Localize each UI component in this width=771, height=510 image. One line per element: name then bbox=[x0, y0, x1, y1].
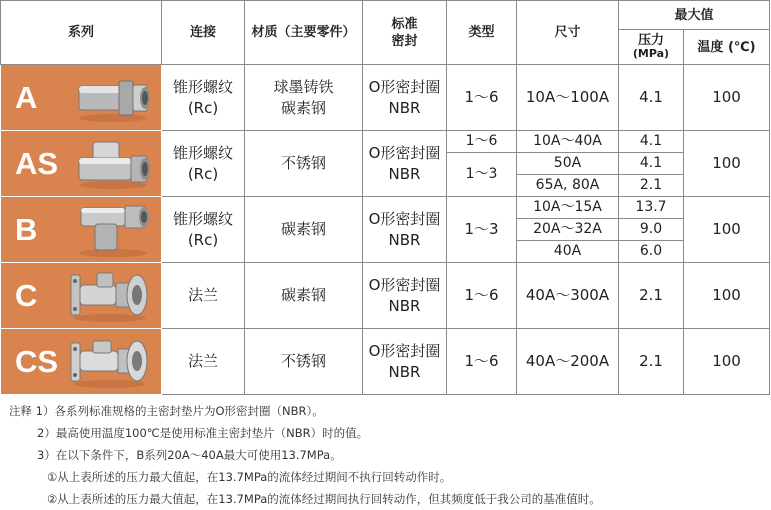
connection-cell: 锥形螺纹 (Rc) bbox=[162, 131, 245, 197]
series-label: C bbox=[15, 277, 38, 313]
table-row bbox=[1, 65, 770, 131]
size-cell: 40A～200A bbox=[517, 329, 619, 395]
size-cell: 10A～100A bbox=[517, 65, 619, 131]
footnote: 注释 1）各系列标准规格的主密封垫片为O形密封圈（NBR）。 bbox=[9, 404, 324, 418]
pressure-cell: 2.1 bbox=[619, 329, 684, 395]
header-size: 尺寸 bbox=[517, 1, 619, 65]
table-row bbox=[1, 329, 770, 395]
material-cell: 球墨铸铁 碳素钢 bbox=[245, 65, 363, 131]
type-cell: 1～6 bbox=[447, 263, 517, 329]
header-series: 系列 bbox=[1, 1, 162, 65]
seal-cell: O形密封圈 NBR bbox=[363, 197, 447, 263]
temperature-cell: 100 bbox=[684, 197, 770, 263]
seal-cell: O形密封圈 NBR bbox=[363, 329, 447, 395]
seal-cell: O形密封圈 NBR bbox=[363, 65, 447, 131]
pressure-cell: 4.1 bbox=[619, 65, 684, 131]
header-material: 材质（主要零件） bbox=[245, 1, 363, 65]
table-row bbox=[1, 197, 770, 219]
series-cell-cs bbox=[1, 329, 162, 395]
pressure-cell: 4.1 bbox=[619, 131, 684, 153]
size-cell: 50A bbox=[517, 153, 619, 175]
series-label: CS bbox=[15, 343, 59, 379]
temperature-cell: 100 bbox=[684, 65, 770, 131]
temperature-cell: 100 bbox=[684, 131, 770, 197]
header-type: 类型 bbox=[447, 1, 517, 65]
type-cell: 1～6 bbox=[447, 329, 517, 395]
footnote: ②从上表所述的压力最大值起，在13.7MPa的流体经过期间执行回转动作，但其频度低于我公司的基准值时。 bbox=[47, 492, 601, 506]
connection-cell: 锥形螺纹 (Rc) bbox=[162, 197, 245, 263]
footnote: ①从上表所述的压力最大值起，在13.7MPa的流体经过期间不执行回转动作时。 bbox=[47, 470, 452, 484]
header-pressure bbox=[619, 30, 684, 65]
material-cell: 碳素钢 bbox=[245, 197, 363, 263]
header-pressure-label: 压力 bbox=[637, 33, 664, 48]
rotary-joint-c-image bbox=[67, 269, 153, 323]
header-connection: 连接 bbox=[162, 1, 245, 65]
pressure-cell: 4.1 bbox=[619, 153, 684, 175]
table-row bbox=[1, 263, 770, 329]
pressure-cell: 2.1 bbox=[619, 175, 684, 197]
material-cell: 不锈钢 bbox=[245, 131, 363, 197]
header-max: 最大值 bbox=[619, 1, 770, 30]
pressure-cell: 9.0 bbox=[619, 219, 684, 241]
series-cell-c bbox=[1, 263, 162, 329]
size-cell: 65A, 80A bbox=[517, 175, 619, 197]
type-cell: 1～6 bbox=[447, 65, 517, 131]
material-cell: 不锈钢 bbox=[245, 329, 363, 395]
size-cell: 10A～15A bbox=[517, 197, 619, 219]
type-cell: 1～3 bbox=[447, 197, 517, 263]
series-cell-as bbox=[1, 131, 162, 197]
pressure-cell: 13.7 bbox=[619, 197, 684, 219]
connection-cell: 法兰 bbox=[162, 263, 245, 329]
series-cell-b bbox=[1, 197, 162, 263]
size-cell: 10A～40A bbox=[517, 131, 619, 153]
size-cell: 40A bbox=[517, 241, 619, 263]
pressure-cell: 6.0 bbox=[619, 241, 684, 263]
connection-cell: 锥形螺纹 (Rc) bbox=[162, 65, 245, 131]
material-cell: 碳素钢 bbox=[245, 263, 363, 329]
series-label: A bbox=[15, 79, 38, 115]
header-pressure-unit: (MPa) bbox=[632, 47, 670, 60]
seal-cell: O形密封圈 NBR bbox=[363, 263, 447, 329]
size-cell: 20A～32A bbox=[517, 219, 619, 241]
type-cell: 1～6 bbox=[447, 131, 517, 153]
header-seal: 标准 密封 bbox=[363, 1, 447, 65]
footnote: 2）最高使用温度100℃是使用标准主密封垫片（NBR）时的值。 bbox=[37, 426, 369, 440]
series-label: AS bbox=[15, 145, 59, 181]
pressure-cell: 2.1 bbox=[619, 263, 684, 329]
series-cell-a bbox=[1, 65, 162, 131]
size-cell: 40A～300A bbox=[517, 263, 619, 329]
rotary-joint-a-image bbox=[73, 73, 153, 123]
seal-cell: O形密封圈 NBR bbox=[363, 131, 447, 197]
footnotes bbox=[9, 400, 764, 510]
series-label: B bbox=[15, 211, 38, 247]
rotary-joint-cs-image bbox=[67, 335, 153, 389]
rotary-joint-b-image bbox=[73, 202, 153, 258]
connection-cell: 法兰 bbox=[162, 329, 245, 395]
footnote: 3）在以下条件下，B系列20A～40A最大可使用13.7MPa。 bbox=[37, 448, 342, 462]
type-cell: 1～3 bbox=[447, 153, 517, 197]
rotary-joint-as-image bbox=[73, 138, 153, 190]
table-row bbox=[1, 131, 770, 153]
temperature-cell: 100 bbox=[684, 329, 770, 395]
temperature-cell: 100 bbox=[684, 263, 770, 329]
header-temperature: 温度 (℃) bbox=[684, 30, 770, 65]
